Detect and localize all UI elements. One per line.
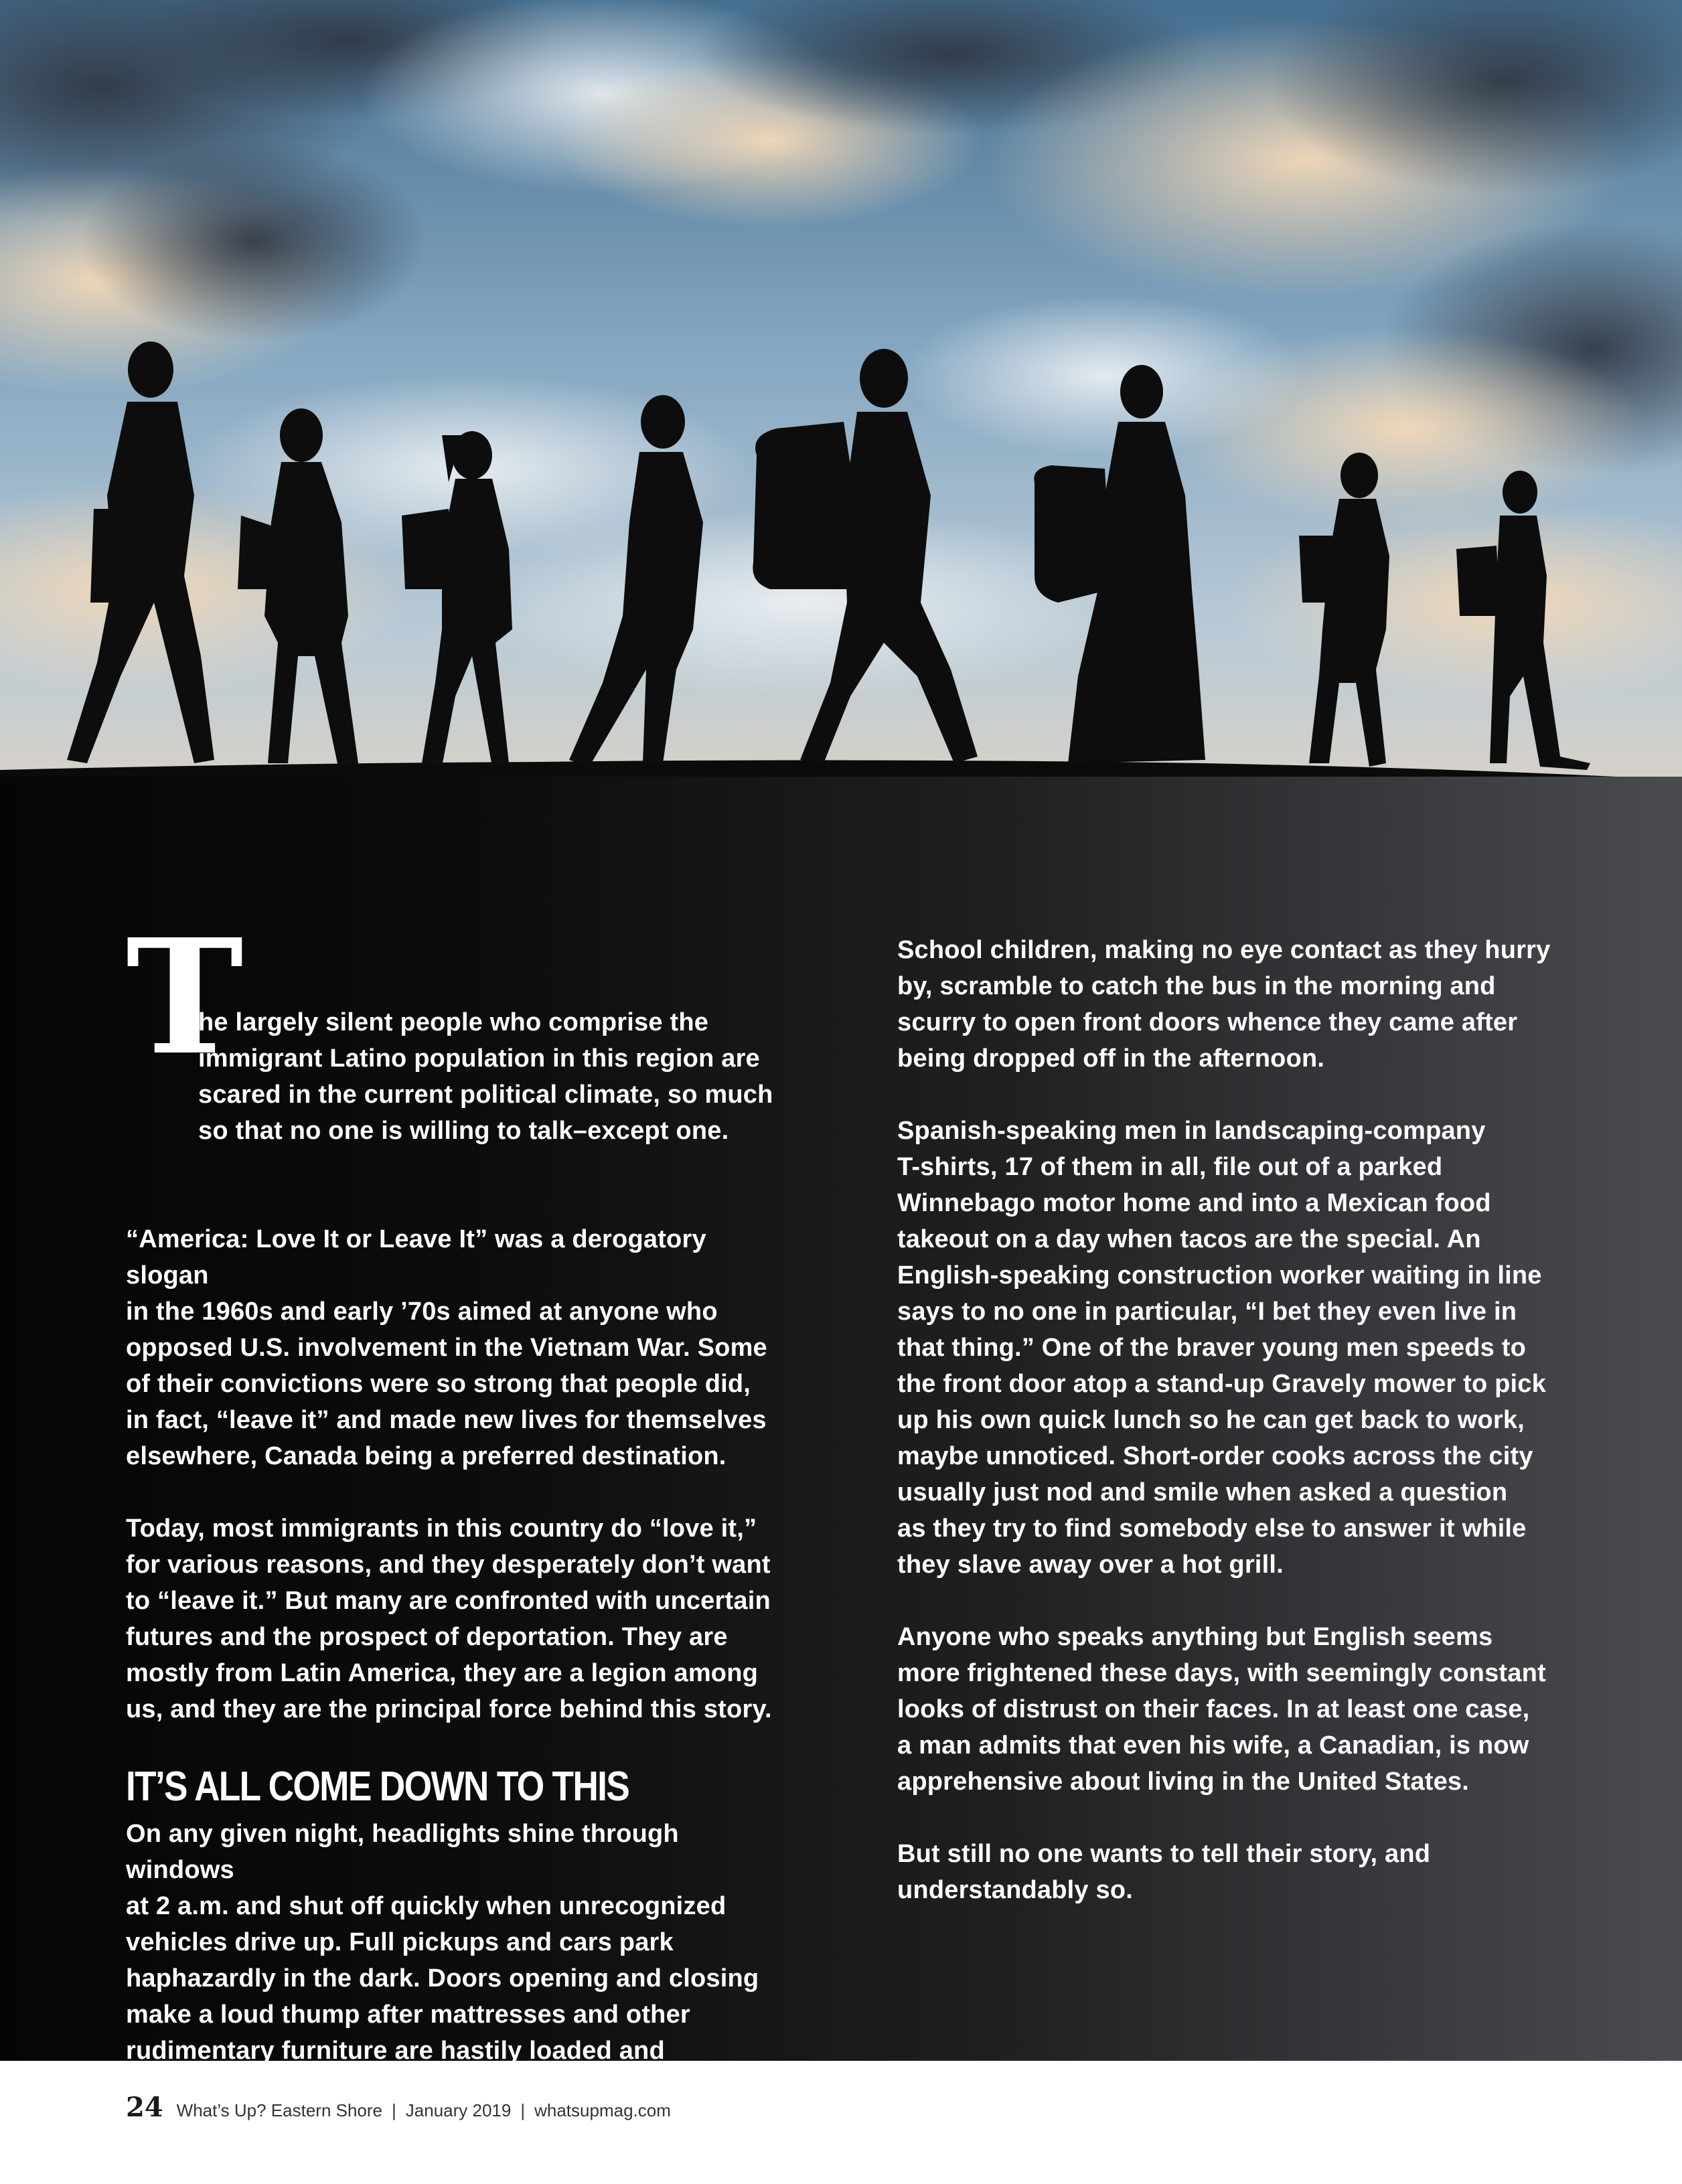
body-paragraph: Anyone who speaks anything but English seems more frightened these days, with seemingly constant looks of distrust on their faces. In at least one case, a man admits that even his wife, a Canadian, is now apprehensive about living in the United States. — [897, 1623, 1546, 1796]
page-footer — [126, 2092, 671, 2132]
body-paragraph: “America: Love It or Leave It” was a derogatory slogan in the 1960s and early ’70s aimed at anyone who opposed U.S. involvement in the Vietnam War. Some of their convictions were so strong that people did, in fact, “leave it” and made new lives for themselves elsewhere, Canada being a preferred destination. — [126, 1225, 767, 1470]
body-paragraph: School children, making no eye contact as they hurry by, scramble to catch the bus in the morning and scurry to open front doors whence they came after being dropped off in the afternoon. — [897, 936, 1551, 1073]
silhouette-photo-illustration — [0, 0, 1682, 790]
section-heading: IT’S ALL COME DOWN TO THIS — [126, 1764, 629, 1810]
body-paragraph: Spanish-speaking men in landscaping-company T-shirts, 17 of them in all, file out of a parked Winnebago motor home and into a Mexican food takeout on a day when tacos are the special. An English-speaking construction worker waiting in line says to no one in particular, “I bet they even live in that thing.” One of the braver young men speeds to the front door atop a stand-up Gravely mower to pick up his own quick lunch so he can get back to work, maybe unnoticed. Short-order cooks across the city usually just nod and smile when asked a question as they try to find somebody else to answer it while they slave away over a hot grill. — [897, 1117, 1546, 1579]
publication-name: What’s Up? Eastern Shore — [176, 2100, 383, 2120]
body-paragraph: On any given night, headlights shine through windows at 2 a.m. and shut off quickly when unrecognized vehicles drive up. Full pickups and cars park haphazardly in the dark. Doors opening and closing make a loud thump after mattresses and other rudimentary furniture are hastily loaded and unloaded. — [126, 1820, 759, 2101]
footer-separator: | — [392, 2100, 396, 2120]
body-paragraph: But still no one wants to tell their story, and understandably so. — [897, 1840, 1431, 1904]
drop-cap: T — [126, 904, 244, 1090]
header-photo — [0, 0, 1682, 790]
footer-separator: | — [520, 2100, 526, 2120]
intro-paragraph — [126, 904, 775, 1185]
body-paragraph: Today, most immigrants in this country do “love it,” for various reasons, and they desperately don’t want to “leave it.” But many are confronted with uncertain futures and the prospect of deportation. They are mostly from Latin America, they are a legion among us, and they are the principal force behind this story. — [126, 1514, 772, 1723]
intro-paragraph-text: he largely silent people who comprise the immigrant Latino population in this region are scared in the current political climate, so much so that no one is willing to talk–except one. — [198, 1008, 773, 1145]
page-number: 24 — [126, 2092, 163, 2123]
article-right-column — [897, 932, 1567, 1944]
article-left-column — [126, 904, 775, 2141]
website-link[interactable]: whatsupmag.com — [534, 2100, 671, 2120]
issue-date: January 2019 — [405, 2100, 512, 2120]
